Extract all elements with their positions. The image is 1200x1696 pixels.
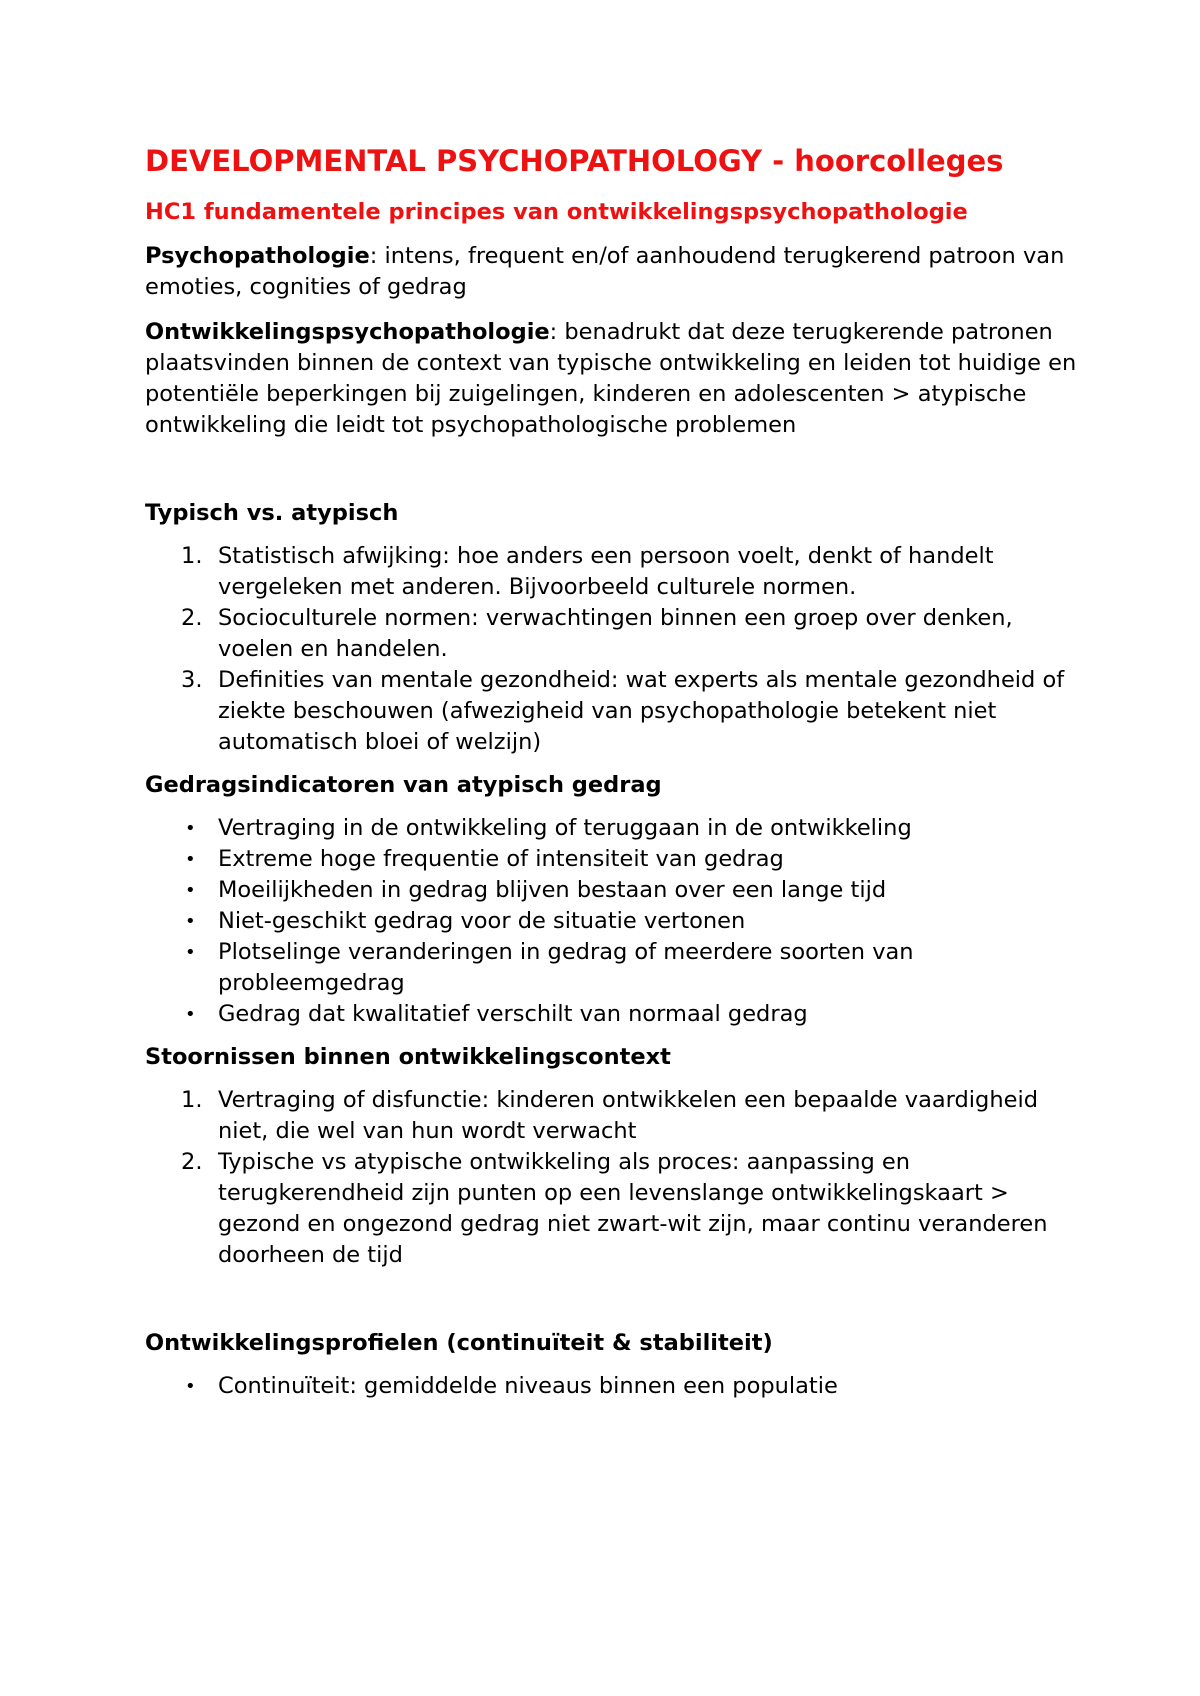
list-item — [145, 937, 1085, 999]
definition-ontwikkelingspsychopathologie — [145, 317, 1085, 441]
bullet-icon: • — [185, 942, 196, 963]
list-item-text: Typische vs atypische ontwikkeling als proces: aanpassing en terugkerendheid zijn punten op een levenslange ontwikkelingskaart > gezond en ongezond gedrag niet zwart-wit zijn, maar continu veranderen doorheen de tijd — [218, 1149, 1048, 1268]
list-item — [145, 906, 1085, 937]
document-page — [145, 142, 1085, 1402]
list-number: 1. — [181, 543, 203, 569]
list-item — [145, 665, 1085, 758]
list-number: 2. — [181, 1149, 203, 1175]
list-item — [145, 813, 1085, 844]
list-item-text: Gedrag dat kwalitatief verschilt van normaal gedrag — [218, 1001, 808, 1027]
bullet-icon: • — [185, 1004, 196, 1025]
list-item — [145, 603, 1085, 665]
list-item-text: Definities van mentale gezondheid: wat experts als mentale gezondheid of ziekte beschouwen (afwezigheid van psychopathologie betekent niet automatisch bloei of welzijn) — [218, 667, 1065, 755]
list-item — [145, 1371, 1085, 1402]
list-item — [145, 875, 1085, 906]
list-item — [145, 844, 1085, 875]
numbered-list-stoornissen — [145, 1085, 1085, 1271]
lecture-heading: HC1 fundamentele principes van ontwikkelingspsychopathologie — [145, 199, 968, 225]
list-item-text: Extreme hoge frequentie of intensiteit van gedrag — [218, 846, 784, 872]
bullet-icon: • — [185, 911, 196, 932]
section-heading-ontwikkelingsprofielen: Ontwikkelingsprofielen (continuïteit & stabiliteit) — [145, 1330, 773, 1356]
bullet-list-ontwikkelingsprofielen — [145, 1371, 1085, 1402]
list-item-text: Statistisch afwijking: hoe anders een persoon voelt, denkt of handelt vergeleken met anderen. Bijvoorbeeld culturele normen. — [218, 543, 994, 600]
list-item-text: Vertraging of disfunctie: kinderen ontwikkelen een bepaalde vaardigheid niet, die wel van hun wordt verwacht — [218, 1087, 1038, 1144]
bullet-icon: • — [185, 849, 196, 870]
list-item-text: Socioculturele normen: verwachtingen binnen een groep over denken, voelen en handelen. — [218, 605, 1013, 662]
list-item-text: Vertraging in de ontwikkeling of teruggaan in de ontwikkeling — [218, 815, 912, 841]
list-item-text: Continuïteit: gemiddelde niveaus binnen een populatie — [218, 1373, 838, 1399]
section-heading-stoornissen: Stoornissen binnen ontwikkelingscontext — [145, 1044, 671, 1070]
bullet-icon: • — [185, 1376, 196, 1397]
list-number: 3. — [181, 667, 203, 693]
list-number: 2. — [181, 605, 203, 631]
definition-text: : benadrukt dat deze terugkerende patronen plaatsvinden binnen de context van typische ontwikkeling en leiden tot huidige en potentiële beperkingen bij zuigelingen, kinderen en adolescenten > atypische ontwikkeling die leidt tot psychopathologische problemen — [145, 319, 1077, 438]
bullet-list-gedragsindicatoren — [145, 813, 1085, 1030]
list-item-text: Moeilijkheden in gedrag blijven bestaan over een lange tijd — [218, 877, 887, 903]
definition-term: Psychopathologie — [145, 243, 370, 269]
bullet-icon: • — [185, 818, 196, 839]
definition-text: : intens, frequent en/of aanhoudend terugkerend patroon van emoties, cognities of gedrag — [145, 243, 1065, 300]
numbered-list-typisch — [145, 541, 1085, 758]
list-item-text: Plotselinge veranderingen in gedrag of meerdere soorten van probleemgedrag — [218, 939, 914, 996]
list-item — [145, 541, 1085, 603]
list-item — [145, 1085, 1085, 1147]
definition-term: Ontwikkelingspsychopathologie — [145, 319, 550, 345]
list-item — [145, 1147, 1085, 1271]
definition-psychopathologie — [145, 241, 1085, 303]
section-heading-typisch: Typisch vs. atypisch — [145, 500, 399, 526]
list-number: 1. — [181, 1087, 203, 1113]
list-item-text: Niet-geschikt gedrag voor de situatie vertonen — [218, 908, 746, 934]
list-item — [145, 999, 1085, 1030]
section-heading-gedragsindicatoren: Gedragsindicatoren van atypisch gedrag — [145, 772, 662, 798]
document-title: DEVELOPMENTAL PSYCHOPATHOLOGY - hoorcolleges — [145, 144, 1004, 178]
bullet-icon: • — [185, 880, 196, 901]
